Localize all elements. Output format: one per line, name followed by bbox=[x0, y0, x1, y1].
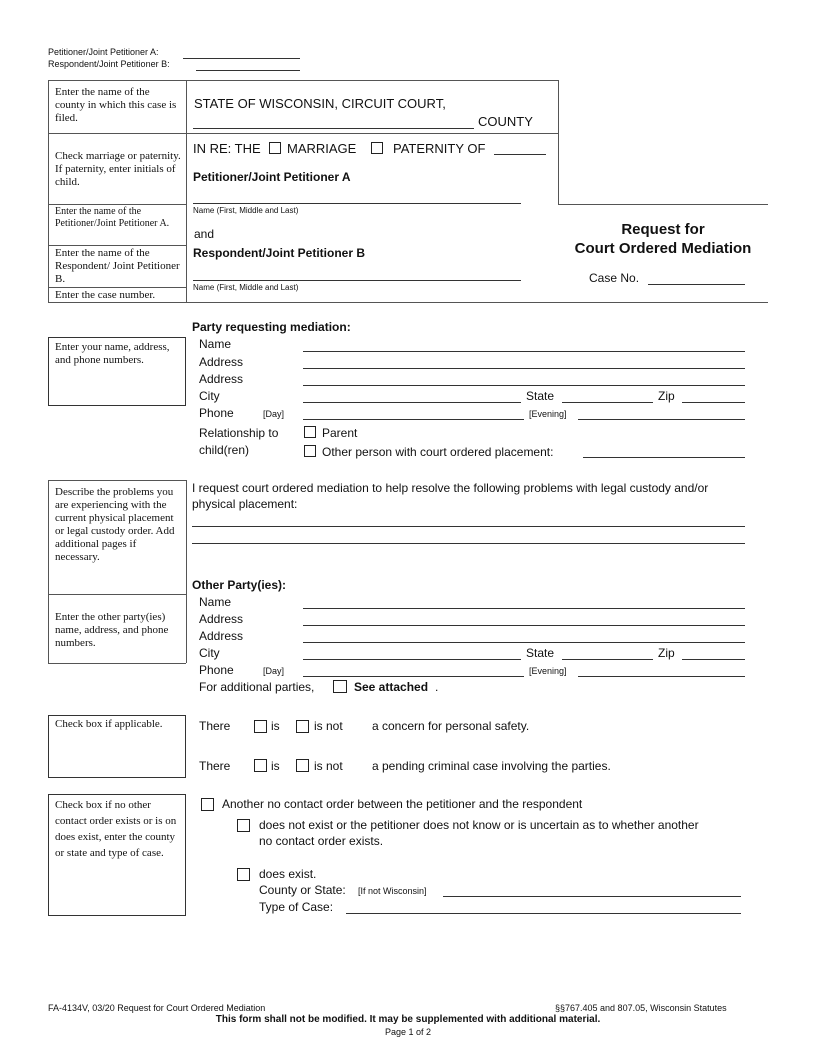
no-contact-checkbox[interactable] bbox=[201, 798, 214, 811]
paternity-initials-field[interactable] bbox=[494, 154, 546, 155]
marriage-checkbox[interactable] bbox=[269, 142, 281, 154]
requesting-party-heading: Party requesting mediation: bbox=[192, 320, 351, 334]
oth-zip-label: Zip bbox=[658, 646, 675, 660]
top-respondent-label: Respondent/Joint Petitioner B: bbox=[48, 59, 170, 69]
court-heading: STATE OF WISCONSIN, CIRCUIT COURT, bbox=[194, 96, 446, 111]
caption-row-divider bbox=[48, 245, 186, 246]
side-box-border bbox=[48, 480, 49, 663]
side-note-respondent: Enter the name of the Respondent/ Joint Petitioner B. bbox=[55, 247, 180, 285]
safety-text: a concern for personal safety. bbox=[372, 719, 530, 733]
oth-state-field[interactable] bbox=[562, 659, 653, 660]
req-address1-label: Address bbox=[199, 355, 244, 369]
side-note-county: Enter the name of the county in which this case is filed. bbox=[55, 86, 177, 124]
caption-left-border bbox=[48, 80, 49, 302]
safety-is-checkbox[interactable] bbox=[254, 720, 267, 733]
req-address1-field[interactable] bbox=[303, 368, 745, 369]
top-respondent-field[interactable] bbox=[196, 70, 300, 71]
oth-zip-field[interactable] bbox=[682, 659, 745, 660]
oth-day-label: [Day] bbox=[263, 666, 285, 676]
criminal-is-not-label: is not bbox=[314, 759, 343, 773]
top-petitioner-field[interactable] bbox=[183, 58, 300, 59]
footer-form-id: FA-4134V, 03/20 Request for Court Ordered Mediation bbox=[48, 1003, 266, 1013]
case-no-label: Case No. bbox=[589, 271, 640, 285]
parent-label: Parent bbox=[322, 426, 358, 440]
side-box-border bbox=[186, 480, 187, 663]
req-name-field[interactable] bbox=[303, 351, 745, 352]
criminal-is-not-checkbox[interactable] bbox=[296, 759, 309, 772]
not-exist-checkbox[interactable] bbox=[237, 819, 250, 832]
safety-is-not-label: is not bbox=[314, 719, 343, 733]
oth-phone-label: Phone bbox=[199, 663, 234, 677]
oth-city-field[interactable] bbox=[303, 659, 521, 660]
oth-name-field[interactable] bbox=[303, 608, 745, 609]
petitioner-name-caption: Name (First, Middle and Last) bbox=[193, 206, 299, 215]
side-note-other-party: Enter the other party(ies) name, address, and phone numbers. bbox=[55, 611, 169, 649]
oth-state-label: State bbox=[526, 646, 555, 660]
does-exist-checkbox[interactable] bbox=[237, 868, 250, 881]
form-title-line1: Request for bbox=[621, 221, 705, 238]
petitioner-name-field[interactable] bbox=[193, 203, 521, 204]
other-party-heading: Other Party(ies): bbox=[192, 578, 287, 592]
oth-address2-field[interactable] bbox=[303, 642, 745, 643]
oth-address1-label: Address bbox=[199, 612, 244, 626]
caption-bottom-border bbox=[48, 302, 768, 303]
county-field[interactable] bbox=[193, 128, 474, 129]
does-exist-label: does exist. bbox=[259, 867, 317, 881]
parent-checkbox[interactable] bbox=[304, 426, 316, 438]
type-of-case-label: Type of Case: bbox=[259, 900, 334, 914]
additional-parties-label: For additional parties, bbox=[199, 680, 315, 694]
relationship-label-2: child(ren) bbox=[199, 443, 250, 457]
marriage-label: MARRIAGE bbox=[287, 141, 357, 156]
caption-top-border bbox=[48, 80, 558, 81]
paternity-checkbox[interactable] bbox=[371, 142, 383, 154]
req-address2-field[interactable] bbox=[303, 385, 745, 386]
side-note-problems: Describe the problems you are experiencing with the current physical placement or legal custody order. Add additional pages if necessary. bbox=[55, 486, 175, 563]
county-label: COUNTY bbox=[478, 114, 533, 129]
side-note-no-contact: Check box if no other contact order exists or is on does exist, enter the county or state and type of case. bbox=[55, 799, 177, 859]
county-or-state-label: County or State: bbox=[259, 883, 346, 897]
respondent-b-heading: Respondent/Joint Petitioner B bbox=[193, 246, 366, 260]
req-state-field[interactable] bbox=[562, 402, 653, 403]
see-attached-label: See attached bbox=[354, 680, 429, 694]
caption-right-divider bbox=[558, 80, 559, 204]
caption-row-divider bbox=[48, 133, 558, 134]
criminal-is-label: is bbox=[271, 759, 280, 773]
not-exist-label-1: does not exist or the petitioner does not know or is uncertain as to whether another bbox=[259, 818, 699, 832]
req-zip-field[interactable] bbox=[682, 402, 745, 403]
safety-is-label: is bbox=[271, 719, 280, 733]
caption-right-divider-h bbox=[558, 204, 768, 205]
oth-evening-phone-field[interactable] bbox=[578, 676, 745, 677]
no-contact-label: Another no contact order between the petitioner and the respondent bbox=[222, 797, 583, 811]
county-or-state-field[interactable] bbox=[443, 896, 741, 897]
petitioner-a-heading: Petitioner/Joint Petitioner A bbox=[193, 170, 351, 184]
other-person-label: Other person with court ordered placement: bbox=[322, 445, 554, 459]
caption-divider bbox=[186, 80, 187, 302]
footer-notice: This form shall not be modified. It may be supplemented with additional material. bbox=[215, 1014, 601, 1025]
side-note-your-info: Enter your name, address, and phone numbers. bbox=[55, 341, 170, 366]
respondent-name-field[interactable] bbox=[193, 280, 521, 281]
req-evening-phone-field[interactable] bbox=[578, 419, 745, 420]
oth-address2-label: Address bbox=[199, 629, 244, 643]
other-person-field[interactable] bbox=[583, 457, 745, 458]
see-attached-checkbox[interactable] bbox=[333, 680, 347, 693]
relationship-label-1: Relationship to bbox=[199, 426, 279, 440]
criminal-text: a pending criminal case involving the parties. bbox=[372, 759, 611, 773]
caption-row-divider bbox=[48, 287, 186, 288]
and-label: and bbox=[194, 227, 215, 241]
safety-is-not-checkbox[interactable] bbox=[296, 720, 309, 733]
footer-page: Page 1 of 2 bbox=[384, 1027, 432, 1037]
req-evening-label: [Evening] bbox=[529, 409, 567, 419]
req-day-label: [Day] bbox=[263, 409, 285, 419]
respondent-name-caption: Name (First, Middle and Last) bbox=[193, 283, 299, 292]
top-petitioner-label: Petitioner/Joint Petitioner A: bbox=[48, 47, 159, 57]
problems-line-2[interactable] bbox=[192, 543, 745, 544]
side-box-border bbox=[48, 663, 186, 664]
in-re-label: IN RE: THE bbox=[193, 141, 261, 156]
oth-city-label: City bbox=[199, 646, 220, 660]
req-phone-label: Phone bbox=[199, 406, 234, 420]
oth-name-label: Name bbox=[199, 595, 232, 609]
side-box-border bbox=[48, 480, 186, 481]
side-note-petitioner: Enter the name of the Petitioner/Joint Petitioner A. bbox=[55, 206, 170, 229]
criminal-is-checkbox[interactable] bbox=[254, 759, 267, 772]
req-state-label: State bbox=[526, 389, 555, 403]
req-city-field[interactable] bbox=[303, 402, 521, 403]
req-zip-label: Zip bbox=[658, 389, 675, 403]
caption-row-divider bbox=[48, 204, 186, 205]
case-no-field[interactable] bbox=[648, 284, 745, 285]
type-of-case-field[interactable] bbox=[346, 913, 741, 914]
oth-evening-label: [Evening] bbox=[529, 666, 567, 676]
if-not-wisconsin-label: [If not Wisconsin] bbox=[358, 886, 427, 896]
side-note-check-box: Check box if applicable. bbox=[55, 718, 163, 730]
oth-day-phone-field[interactable] bbox=[303, 676, 524, 677]
side-note-case-number: Enter the case number. bbox=[55, 289, 156, 301]
form-title-line2: Court Ordered Mediation bbox=[574, 240, 752, 257]
criminal-there-label: There bbox=[199, 759, 231, 773]
problems-line-1[interactable] bbox=[192, 526, 745, 527]
req-city-label: City bbox=[199, 389, 220, 403]
req-address2-label: Address bbox=[199, 372, 244, 386]
other-person-checkbox[interactable] bbox=[304, 445, 316, 457]
req-name-label: Name bbox=[199, 337, 232, 351]
footer-statutes: §§767.405 and 807.05, Wisconsin Statutes bbox=[555, 1003, 727, 1013]
not-exist-label-2: no contact order exists. bbox=[259, 834, 384, 848]
safety-there-label: There bbox=[199, 719, 231, 733]
oth-address1-field[interactable] bbox=[303, 625, 745, 626]
problems-text: I request court ordered mediation to help resolve the following problems with legal custody and/or physical placement: bbox=[192, 481, 709, 511]
req-day-phone-field[interactable] bbox=[303, 419, 524, 420]
side-note-marriage: Check marriage or paternity. If paternity, enter initials of child. bbox=[55, 150, 181, 188]
see-attached-period: . bbox=[435, 680, 439, 694]
side-box-border bbox=[48, 594, 186, 595]
paternity-label: PATERNITY OF bbox=[393, 141, 486, 156]
